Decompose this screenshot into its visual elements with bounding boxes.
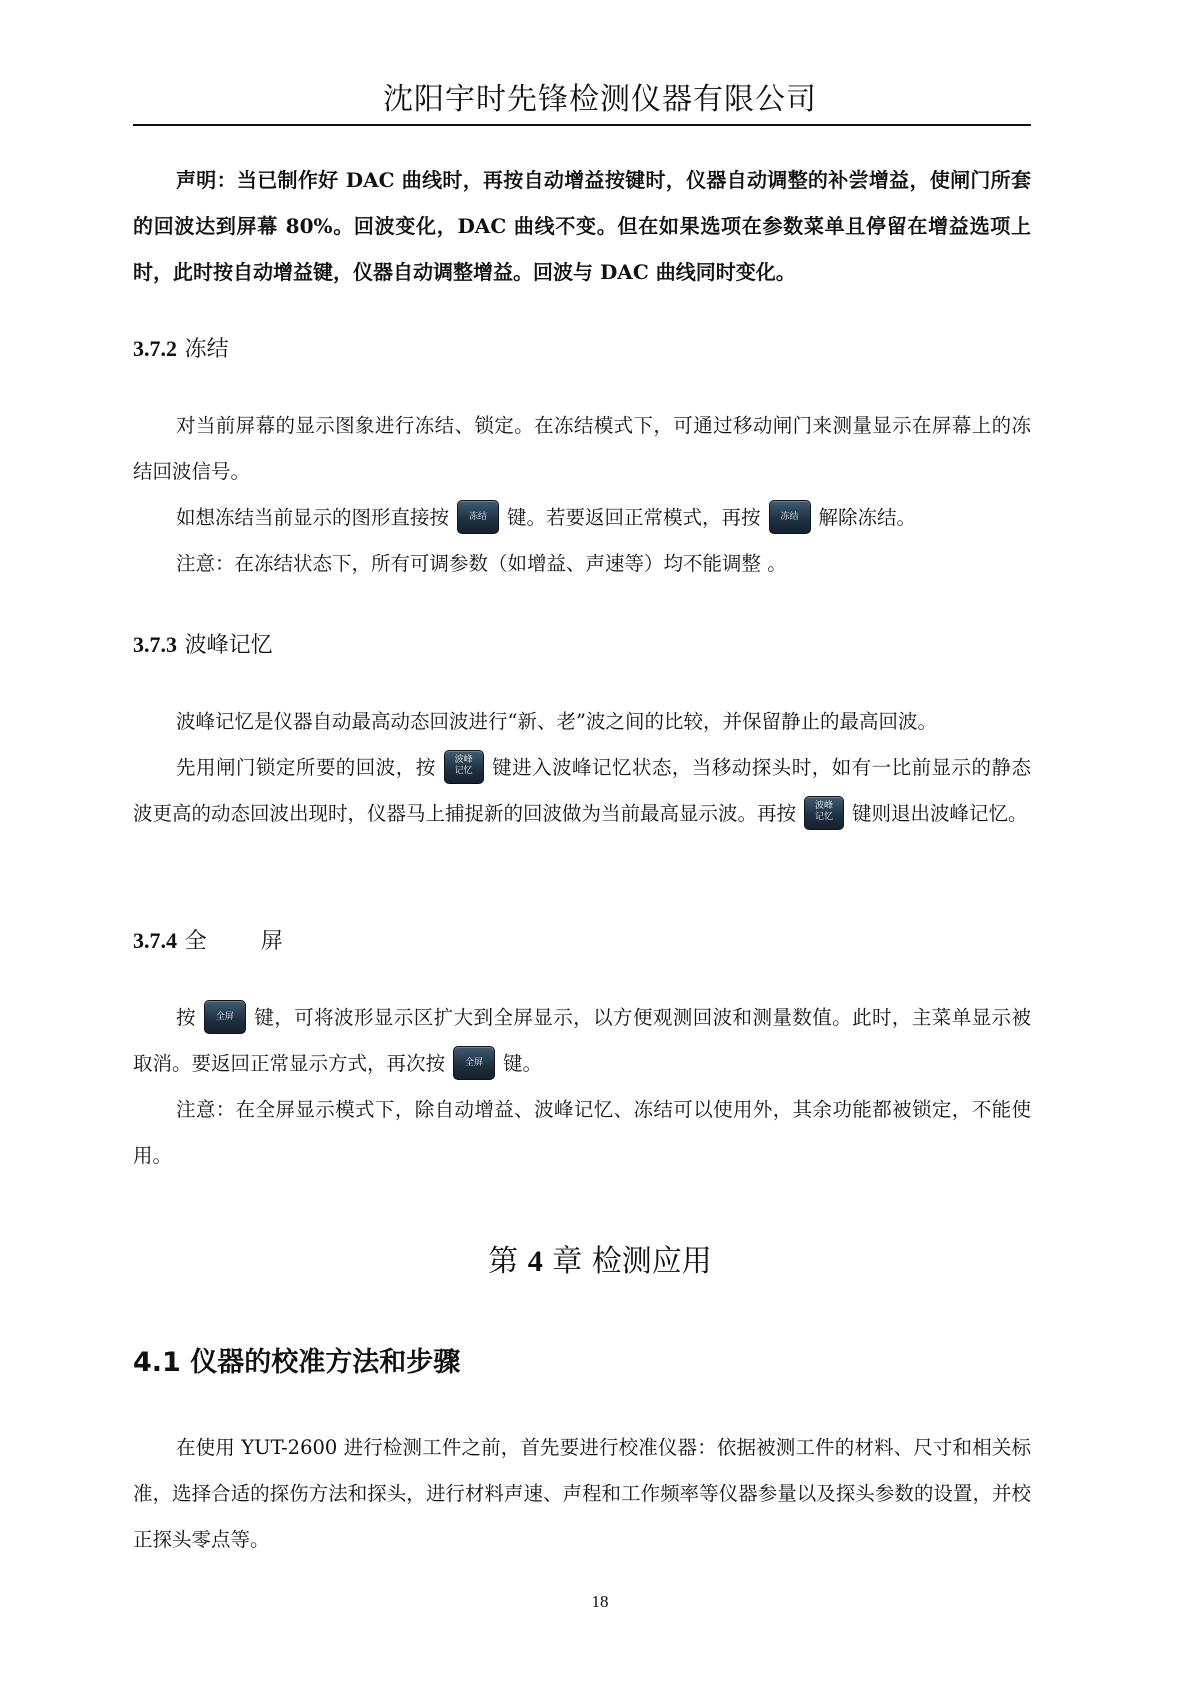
peak-memory-description: 波峰记忆是仪器自动最高动态回波进行“新、老”波之间的比较，并保留静止的最高回波。 xyxy=(176,710,937,733)
fullscreen-part2: 键，可将波形显示区扩大到全屏显示，以方便观测回波和测量数值。此时，主菜单显示被取消。要返回正常显示方式，再次按 xyxy=(133,1006,1031,1075)
header-divider xyxy=(133,124,1031,126)
freeze-key-icon: 冻结 xyxy=(769,500,811,534)
peak-memory-instructions xyxy=(133,745,1031,837)
header-company-name: 沈阳宇时先锋检测仪器有限公司 xyxy=(383,82,817,117)
section-3-7-3-heading xyxy=(133,630,273,661)
section-3-7-2-heading xyxy=(133,334,229,365)
section-title-part2: 屏 xyxy=(260,929,283,954)
fullscreen-key-icon: 全屏 xyxy=(453,1046,495,1080)
fullscreen-note: 注意：在全屏显示模式下，除自动增益、波峰记忆、冻结可以使用外，其余功能都被锁定，不能使用。 xyxy=(133,1098,1031,1167)
freeze-description: 对当前屏幕的显示图象进行冻结、锁定。在冻结模式下，可通过移动闸门来测量显示在屏幕上的冻结回波信号。 xyxy=(133,414,1031,483)
chapter-title: 章 检测应用 xyxy=(552,1244,712,1279)
page-number: 18 xyxy=(591,1592,609,1611)
chapter-number: 4 xyxy=(527,1245,543,1278)
section-number: 3.7.4 xyxy=(133,928,177,953)
section-title: 波峰记忆 xyxy=(184,633,273,658)
statement-paragraph: 声明：当已制作好 DAC 曲线时，再按自动增益按键时，仪器自动调整的补尝增益，使闸门所套的回波达到屏幕 80%。回波变化，DAC 曲线不变。但在如果选项在参数菜单且停留在增益选项上时，此时按自动增益键，仪器自动调整增益。回波与 DAC 曲线同时变化。 xyxy=(133,168,1031,284)
freeze-note: 注意：在冻结状态下，所有可调参数（如增益、声速等）均不能调整 。 xyxy=(176,552,787,575)
freeze-instr-part1: 如想冻结当前显示的图形直接按 xyxy=(176,506,450,529)
fullscreen-key-icon: 全屏 xyxy=(204,1000,246,1034)
section-title-part1: 全 xyxy=(184,929,207,954)
section-number: 3.7.2 xyxy=(133,336,177,361)
fullscreen-part1: 按 xyxy=(176,1006,196,1029)
peak-instr-part1: 先用闸门锁定所要的回波，按 xyxy=(176,756,436,779)
freeze-instr-part3: 解除冻结。 xyxy=(818,506,917,529)
section-title: 冻结 xyxy=(184,337,229,362)
section-number: 3.7.3 xyxy=(133,632,177,657)
fullscreen-part3: 键。 xyxy=(503,1052,543,1075)
chapter-heading xyxy=(0,1242,1200,1282)
peak-instr-part3: 键则退出波峰记忆。 xyxy=(852,802,1028,825)
chapter-prefix: 第 xyxy=(488,1244,519,1279)
freeze-instr-part2: 键。若要返回正常模式，再按 xyxy=(507,506,761,529)
section-4-1-heading: 4.1 仪器的校准方法和步骤 xyxy=(133,1347,461,1378)
peak-memory-key-icon: 波峰 记忆 xyxy=(444,750,484,784)
peak-memory-key-icon: 波峰 记忆 xyxy=(804,796,844,830)
freeze-instructions xyxy=(133,495,1031,541)
peak-instr-part2: 键进入波峰记忆状态，当移动探头时，如有一比前显示的静态波更高的动态回波出现时，仪器马上捕捉新的回波做为当前最高显示波。再按 xyxy=(133,756,1031,825)
section-3-7-4-heading xyxy=(133,926,283,957)
fullscreen-description xyxy=(133,995,1031,1087)
calibration-description: 在使用 YUT-2600 进行检测工件之前，首先要进行校准仪器：依据被测工件的材料、尺寸和相关标准，选择合适的探伤方法和探头，进行材料声速、声程和工作频率等仪器参量以及探头参数的设置，并校正探头零点等。 xyxy=(133,1436,1031,1551)
freeze-key-icon: 冻结 xyxy=(457,500,499,534)
